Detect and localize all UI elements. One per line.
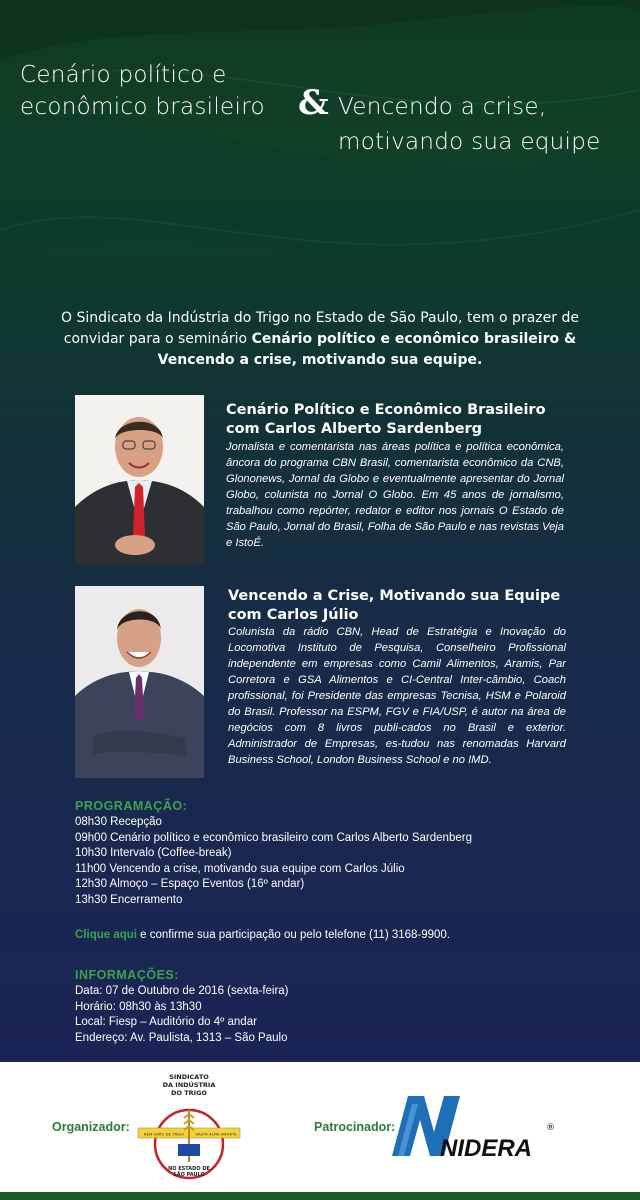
footer bbox=[0, 1062, 640, 1200]
organizer-logo bbox=[134, 1070, 244, 1192]
program-list bbox=[75, 815, 472, 908]
svg-text:DO TRIGO: DO TRIGO bbox=[171, 1089, 207, 1097]
program-item: 11h00 Vencendo a crise, motivando sua equipe com Carlos Júlio bbox=[75, 862, 405, 875]
hero-title-line2: econômico brasileiro bbox=[20, 94, 265, 120]
svg-text:DA INDÚSTRIA: DA INDÚSTRIA bbox=[162, 1081, 216, 1089]
speaker-1-name: com Carlos Alberto Sardenberg bbox=[226, 421, 483, 437]
speaker-1-title bbox=[226, 401, 586, 439]
sponsor-logo bbox=[390, 1090, 560, 1164]
info-heading: INFORMAÇÕES: bbox=[75, 968, 179, 982]
hero-ampersand: & bbox=[298, 83, 329, 123]
info-list bbox=[75, 984, 289, 1046]
program-item: 09h00 Cenário político e econômico brasileiro com Carlos Alberto Sardenberg bbox=[75, 831, 472, 844]
hero-title-line1: Cenário político e bbox=[20, 62, 227, 88]
sponsor-label: Patrocinador: bbox=[314, 1120, 396, 1134]
info-time: Horário: 08h30 às 13h30 bbox=[75, 1000, 202, 1013]
svg-text:®: ® bbox=[546, 1123, 555, 1133]
program-item: 13h30 Encerramento bbox=[75, 893, 183, 906]
speaker-photo-julio bbox=[75, 586, 204, 778]
speaker-2-title-line1: Vencendo a Crise, Motivando sua Equipe bbox=[228, 588, 561, 604]
intro-paragraph bbox=[30, 308, 610, 371]
info-date: Data: 07 de Outubro de 2016 (sexta-feira) bbox=[75, 985, 289, 997]
info-location: Local: Fiesp – Auditório do 4º andar bbox=[75, 1016, 257, 1028]
info-address: Endereço: Av. Paulista, 1313 – São Paulo bbox=[75, 1031, 288, 1044]
svg-text:NO ESTADO DE: NO ESTADO DE bbox=[168, 1166, 210, 1172]
speaker-photo-sardenberg bbox=[75, 395, 204, 565]
rsvp-text: e confirme sua participação ou pelo telefone (11) 3168-9900. bbox=[136, 929, 451, 941]
program-heading: PROGRAMAÇÃO: bbox=[75, 799, 188, 813]
intro-highlight: Cenário político e econômico brasileiro & Vencendo a crise, motivando sua equipe. bbox=[157, 331, 577, 368]
speaker-2-title bbox=[228, 587, 568, 625]
organizer-label: Organizador: bbox=[52, 1120, 130, 1134]
svg-text:SINDICATO: SINDICATO bbox=[169, 1073, 209, 1081]
rsvp-link[interactable]: Clique aqui bbox=[75, 929, 137, 941]
nidera-logo-icon bbox=[390, 1090, 560, 1164]
speaker-2-name: com Carlos Júlio bbox=[228, 607, 359, 623]
hero-subtitle-line2: motivando sua equipe bbox=[338, 129, 601, 155]
sindicato-seal-icon bbox=[134, 1070, 244, 1192]
program-item: 12h30 Almoço – Espaço Eventos (16º andar) bbox=[75, 878, 305, 890]
program-item: 10h30 Intervalo (Coffee-break) bbox=[75, 847, 232, 859]
speaker-1-title-line1: Cenário Político e Econômico Brasileiro bbox=[226, 402, 546, 418]
speaker-2-bio: Colunista da rádio CBN, Head de Estratégia e Inovação do Locomotiva Instituto de Pesquisa, Conselheiro Profissional independente em empresas como Camil Alimentos, Aramis, Par Corretora e GSA Alimentos e CI-Central Inter-câmbio, Coach profissional, foi Presidente das empresas Tecnisa, HSM e Polaroid do Brasil. Professor na ESPM, FGV e FIA/USP, é autor na área de negócios com 8 livros publi-cados no Brasil e exterior. Administrador de Empresas, es-tudou nas renomadas Harvard Business School, London Business School e no IMD. bbox=[228, 626, 566, 766]
rsvp-line bbox=[75, 929, 450, 941]
speaker-1-bio: Jornalista e comentarista nas áreas política e política econômica, âncora do programa CBN Brasil, comentarista econômico da CNB, Glononews, Jornal da Globo e eventualmente apresentar do Jornal Globo, colunista no Jornal O Globo. Em 45 anos de jornalismo, trabalhou como repórter, redator e editor nos jornais O Estado de São Paulo, Jornal do Brasil, Folha de São Paulo e nas revistas Veja e IstoÉ. bbox=[226, 441, 564, 549]
svg-text:NEM GRÃO DE TRIGO: NEM GRÃO DE TRIGO bbox=[143, 1131, 185, 1137]
svg-text:NIDERA: NIDERA bbox=[440, 1135, 533, 1162]
intro-text: O Sindicato da Indústria do Trigo no Estado de São Paulo, tem o prazer de convidar para o seminário bbox=[61, 310, 579, 347]
svg-text:SÃO PAULO: SÃO PAULO bbox=[173, 1172, 205, 1178]
hero-subtitle-line1: Vencendo a crise, bbox=[338, 94, 547, 120]
program-item: 08h30 Recepção bbox=[75, 816, 162, 828]
svg-text:HASTA ALMA INFINITA: HASTA ALMA INFINITA bbox=[195, 1131, 237, 1137]
footer-bar bbox=[0, 1192, 640, 1200]
